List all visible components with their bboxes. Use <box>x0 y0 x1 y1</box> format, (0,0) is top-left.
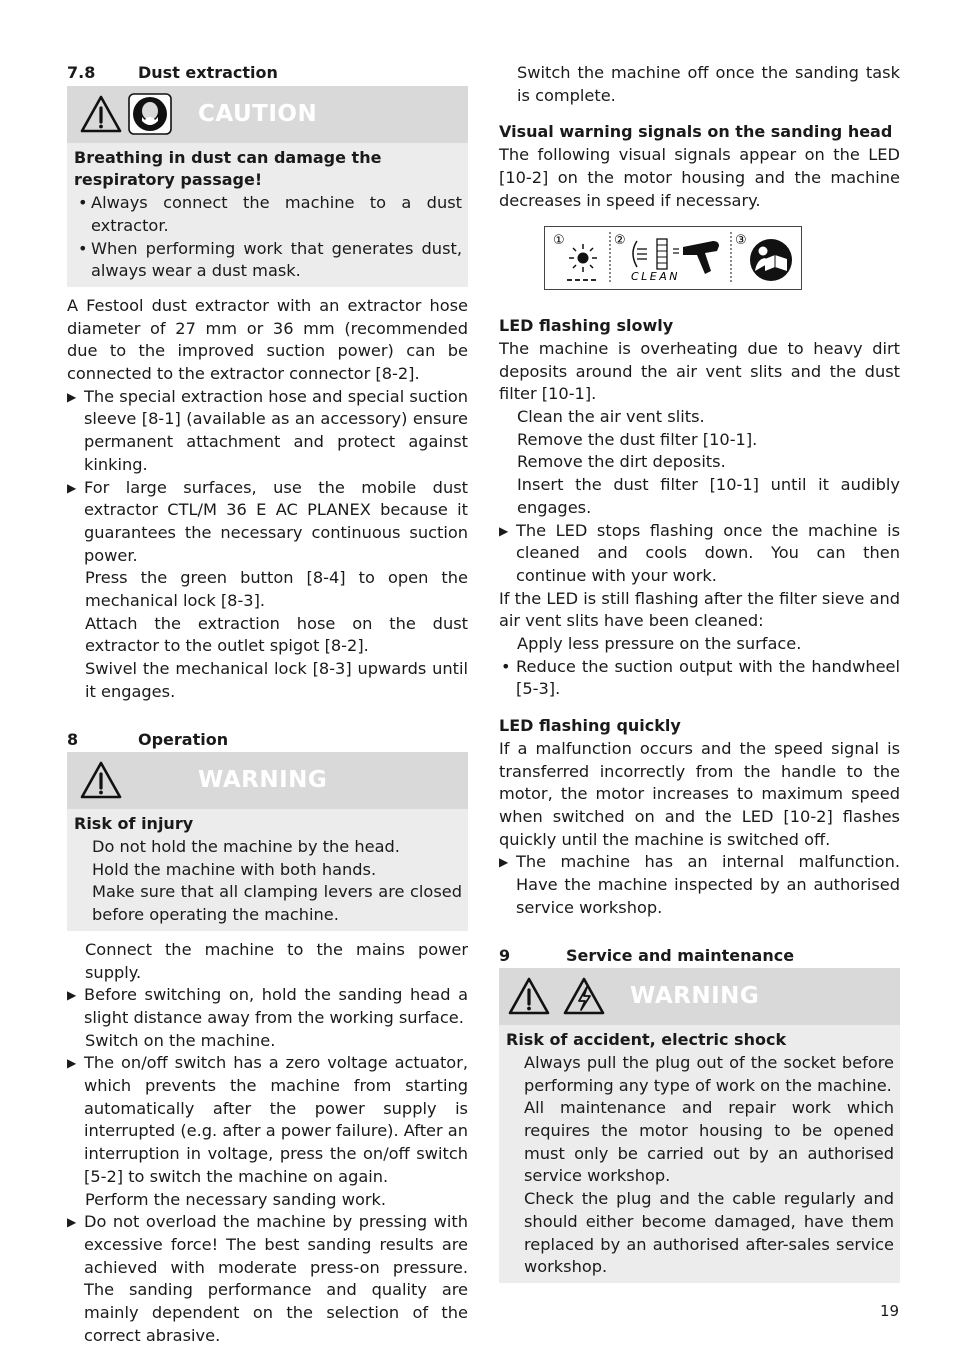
warning-box <box>67 752 468 931</box>
arrow-icon: ▶ <box>67 480 77 495</box>
step-item: Perform the necessary sanding work. <box>85 1189 387 1209</box>
note-item: ▶ Do not overload the machine by pressing with excessive force! The best sanding results are achieved with moderate press-on pressure. The sanding performance and quality are mainly dependent on the selection of the correct abrasive. <box>67 1212 468 1345</box>
caution-heading: Breathing in dust can damage the respiratory passage! <box>74 147 382 190</box>
caution-item: • Always connect the machine to a dust extractor. <box>78 193 462 235</box>
caution-item: • When performing work that generates dust, always wear a dust mask. <box>78 238 462 281</box>
led-signals-graphic <box>545 227 801 289</box>
step-item: Insert the dust filter [10-1] until it audibly engages. <box>517 475 900 517</box>
step-item: Clean the air vent slits. <box>517 407 705 427</box>
warning-heading: Risk of injury <box>74 814 194 834</box>
warning-label: WARNING <box>198 767 328 794</box>
warning-item: All maintenance and repair work which requires the motor housing to be opened must only be carried out by an authorised service workshop. <box>524 1098 894 1186</box>
section-number: 8 <box>67 729 79 749</box>
led-quick-title: LED flashing quickly <box>499 716 681 736</box>
caution-body <box>67 143 468 287</box>
led-quick-text: If a malfunction occurs and the speed signal is transferred incorrectly from the handle to the motor, the motor increases to maximum speed when switched on and the LED [10-2] flashes quickly until the machine is switched off. <box>499 738 900 849</box>
note-item: ▶ The special extraction hose and special suction sleeve [8-1] (available as an accessory) ensure permanent attachment and protect against kinking. <box>67 386 468 474</box>
step-item: Press the green button [8-4] to open the mechanical lock [8-3]. <box>85 568 468 611</box>
arrow-icon: ▶ <box>499 523 509 538</box>
led-signal-figure <box>544 226 802 290</box>
dust-intro: A Festool dust extractor with an extractor hose diameter of 27 mm or 36 mm (recommended due to the improved suction power) can be connected to the extractor connector [8-2]. <box>67 295 468 384</box>
arrow-icon: ▶ <box>67 1056 77 1071</box>
warning-label: WARNING <box>630 983 760 1010</box>
section-title: Service and maintenance <box>566 945 795 965</box>
dust-mask-icon <box>128 93 172 135</box>
note-item: ▶ The machine has an internal malfunction. Have the machine inspected by an authorised service workshop. <box>499 852 900 917</box>
step-item: Attach the extraction hose on the dust extractor to the outlet spigot [8-2]. <box>85 613 468 656</box>
warning-item: Check the plug and the cable regularly and should either become damaged, have them replaced by an authorised after-sales service workshop. <box>524 1189 894 1277</box>
step-item: Connect the machine to the mains power supply. <box>85 939 468 982</box>
section-number: 9 <box>499 945 511 965</box>
arrow-icon: ▶ <box>67 1215 77 1230</box>
figure-number-2: ② <box>614 233 626 249</box>
step-item: Switch the machine off once the sanding task is complete. <box>517 63 900 105</box>
air-blow-clean-icon <box>631 239 719 283</box>
visual-signals-title: Visual warning signals on the sanding head <box>499 122 893 142</box>
note-item: ▶ The on/off switch has a zero voltage actuator, which prevents the machine from starting automatically after the power supply is interrupted (e.g. after a power failure). After an interruption in voltage, press the on/off switch [5-2] to switch the machine on again. <box>67 1053 468 1186</box>
led-slow-text2: If the LED is still flashing after the filter sieve and air vent slits have been cleaned: <box>499 588 900 631</box>
service-warning-box <box>499 968 900 1283</box>
read-manual-icon <box>750 239 792 281</box>
section-heading-dust-extraction <box>67 62 468 85</box>
caution-label: CAUTION <box>198 100 318 127</box>
arrow-icon: ▶ <box>67 988 77 1003</box>
arrow-icon: ▶ <box>67 389 77 404</box>
led-slow-title: LED flashing slowly <box>499 316 674 336</box>
section-heading-operation <box>67 729 468 752</box>
right-column <box>499 62 900 1283</box>
warning-body <box>67 809 468 931</box>
section-title: Operation <box>138 729 229 749</box>
section-heading-service <box>499 945 900 968</box>
figure-number-3: ③ <box>735 233 747 249</box>
warning-header <box>67 752 468 809</box>
warning-triangle-icon <box>507 976 551 1016</box>
arrow-icon: ▶ <box>499 855 509 870</box>
step-item: Apply less pressure on the surface. <box>517 634 802 654</box>
bullet-item: • Reduce the suction output with the handwheel [5-3]. <box>501 656 900 699</box>
section-title: Dust extraction <box>138 63 278 82</box>
visual-signals-text: The following visual signals appear on the LED [10-2] on the motor housing and the machine decreases in speed if necessary. <box>499 145 900 210</box>
service-warning-header <box>499 968 900 1025</box>
caution-header <box>67 86 468 143</box>
step-item: Switch on the machine. <box>85 1030 276 1050</box>
caution-box <box>67 86 468 287</box>
warning-item: Do not hold the machine by the head. <box>92 836 400 856</box>
service-warning-body <box>499 1025 900 1283</box>
step-item: Remove the dust filter [10-1]. <box>517 429 758 449</box>
note-item: ▶ The LED stops flashing once the machine is cleaned and cools down. You can then continue with your work. <box>499 520 900 585</box>
warning-triangle-icon <box>79 94 123 134</box>
warning-item: Always pull the plug out of the socket before performing any type of work on the machine. <box>524 1052 894 1095</box>
warning-item: Hold the machine with both hands. <box>92 859 377 879</box>
section-number: 7.8 <box>67 63 96 82</box>
clean-label: CLEAN <box>631 270 681 284</box>
warning-heading: Risk of accident, electric shock <box>506 1030 787 1050</box>
led-slow-text: The machine is overheating due to heavy dirt deposits around the air vent slits and the dust filter [10-1]. <box>499 338 900 404</box>
step-item: Swivel the mechanical lock [8-3] upwards until it engages. <box>85 659 468 701</box>
figure-number-1: ① <box>553 233 565 249</box>
electric-shock-icon <box>562 976 606 1016</box>
left-column <box>67 62 468 1347</box>
led-flashing-icon <box>567 244 597 280</box>
note-item: ▶ Before switching on, hold the sanding head a slight distance away from the working surface. <box>67 985 468 1027</box>
note-item: ▶ For large surfaces, use the mobile dust extractor CTL/M 36 E AC PLANEX because it guarantees the necessary continuous suction power. <box>67 477 468 565</box>
warning-item: Make sure that all clamping levers are closed before operating the machine. <box>92 882 462 925</box>
page-number: 19 <box>880 1302 900 1320</box>
step-item: Remove the dirt deposits. <box>517 452 726 472</box>
warning-triangle-icon <box>79 760 123 800</box>
